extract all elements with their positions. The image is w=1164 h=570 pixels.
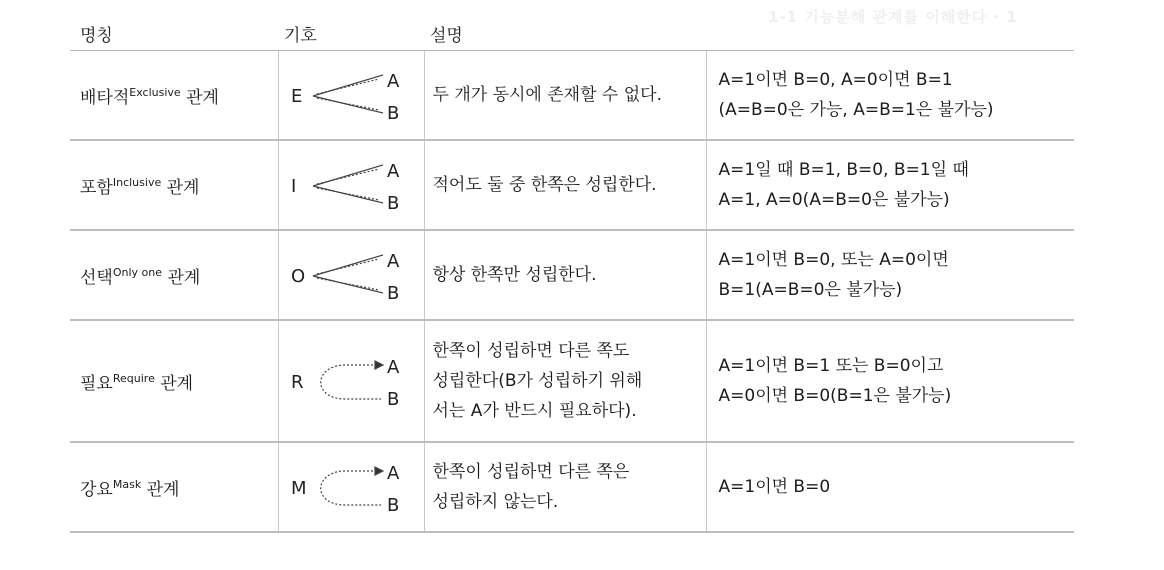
description-line: 한쪽이 성립하면 다른 쪽은 [432, 462, 630, 482]
relation-name-suffix: 관계 [166, 177, 200, 198]
symbol-arrowhead [375, 467, 383, 475]
relation-name-suffix: 관계 [167, 267, 201, 288]
relation-example [706, 230, 1074, 320]
relation-name: 포함 [80, 177, 113, 198]
relation-symbol-cell [278, 320, 424, 442]
example-line: (A=B=0은 가능, A=B=1은 불가능) [718, 100, 994, 120]
example-line: A=0이면 B=0(B=1은 불가능) [718, 386, 952, 406]
table-row [70, 51, 1074, 141]
symbol-arrowhead [375, 361, 383, 369]
symbol-arc [320, 471, 380, 505]
relation-name: 강요 [80, 479, 113, 500]
relation-name-english: Inclusive [112, 175, 162, 189]
example-line: A=1일 때 B=1, B=0, B=1일 때 [718, 160, 969, 180]
relation-description [424, 51, 706, 141]
symbol-letter: I [290, 176, 296, 197]
description-line: 한쪽이 성립하면 다른 쪽도 [432, 341, 630, 361]
relation-symbol-cell [278, 230, 424, 320]
table-row [70, 442, 1074, 532]
relation-name-english: Require [112, 371, 155, 385]
header-example [706, 16, 1074, 51]
symbol-top-label: A [386, 71, 399, 92]
relation-table [70, 16, 1074, 533]
symbol-branch-top-inner [317, 169, 379, 184]
relation-name-cell [70, 320, 278, 442]
description-line: 서는 A가 반드시 필요하다). [432, 401, 637, 421]
relation-description [424, 442, 706, 532]
symbol-top-label: A [386, 251, 399, 272]
symbol-branch-bottom [313, 276, 383, 293]
symbol-bottom-label: B [386, 103, 399, 124]
symbol-letter: R [290, 372, 304, 393]
relation-name-english: Mask [112, 477, 142, 491]
symbol-letter: E [290, 86, 302, 107]
table-row [70, 230, 1074, 320]
symbol-top-label: A [386, 463, 399, 484]
symbol-bottom-label: B [386, 283, 399, 304]
example-line: A=1이면 B=1 또는 B=0이고 [718, 356, 944, 376]
example-line: A=1이면 B=0 [718, 477, 831, 497]
relation-symbol-cell [278, 442, 424, 532]
relation-name-cell [70, 51, 278, 141]
relation-name: 선택 [80, 267, 113, 288]
relation-name-suffix: 관계 [186, 87, 219, 108]
relation-symbol-diagram [283, 63, 419, 127]
relation-symbol-cell [278, 51, 424, 141]
symbol-branch-top-inner [317, 79, 379, 94]
description-line: 적어도 둘 중 한쪽은 성립한다. [432, 175, 657, 195]
symbol-bottom-label: B [386, 389, 399, 410]
relation-example [706, 442, 1074, 532]
symbol-letter: O [290, 266, 305, 287]
symbol-bottom-label: B [386, 193, 399, 214]
relation-example [706, 320, 1074, 442]
header-symbol: 기호 [278, 16, 424, 51]
symbol-branch-bottom [313, 186, 383, 203]
symbol-top-label: A [386, 357, 399, 378]
symbol-bottom-label: B [386, 495, 399, 516]
symbol-branch-top [313, 165, 383, 186]
symbol-arc [320, 365, 380, 399]
header-row [70, 16, 1074, 51]
example-line: B=1(A=B=0은 불가능) [718, 280, 903, 300]
symbol-branch-top [313, 75, 383, 96]
relation-symbol-diagram [283, 243, 419, 307]
example-line: A=1, A=0(A=B=0은 불가능) [718, 190, 950, 210]
header-description: 설명 [424, 16, 706, 51]
description-line: 두 개가 동시에 존재할 수 없다. [432, 85, 662, 105]
relation-description [424, 230, 706, 320]
relation-symbol-diagram [283, 153, 419, 217]
example-line: A=1이면 B=0, 또는 A=0이면 [718, 250, 949, 270]
relation-description [424, 320, 706, 442]
relation-name-cell [70, 230, 278, 320]
relation-symbol-diagram [283, 349, 419, 413]
description-line: 항상 한쪽만 성립한다. [432, 265, 597, 285]
example-line: A=1이면 B=0, A=0이면 B=1 [718, 70, 953, 90]
relation-example [706, 51, 1074, 141]
header-name: 명칭 [70, 16, 278, 51]
relation-description [424, 140, 706, 230]
relation-example [706, 140, 1074, 230]
relation-name-cell [70, 442, 278, 532]
relation-name-suffix: 관계 [160, 373, 194, 394]
description-line: 성립한다(B가 성립하기 위해 [432, 371, 643, 391]
relation-name: 배타적 [80, 87, 130, 108]
relation-symbol-diagram [283, 455, 419, 519]
relation-name-suffix: 관계 [146, 479, 180, 500]
faded-page-heading: 1-1 기능분해 관계를 이해한다 · 1 [768, 8, 1018, 26]
symbol-top-label: A [386, 161, 399, 182]
symbol-branch-bottom [313, 96, 383, 113]
relation-name-english: Only one [112, 265, 163, 279]
symbol-branch-top [313, 255, 383, 276]
symbol-branch-top-inner [317, 259, 379, 274]
symbol-letter: M [290, 478, 307, 499]
table-row [70, 140, 1074, 230]
table-row [70, 320, 1074, 442]
relation-name-cell [70, 140, 278, 230]
relation-name: 필요 [80, 373, 113, 394]
relation-symbol-cell [278, 140, 424, 230]
relation-name-english: Exclusive [129, 85, 181, 99]
description-line: 성립하지 않는다. [432, 492, 559, 512]
